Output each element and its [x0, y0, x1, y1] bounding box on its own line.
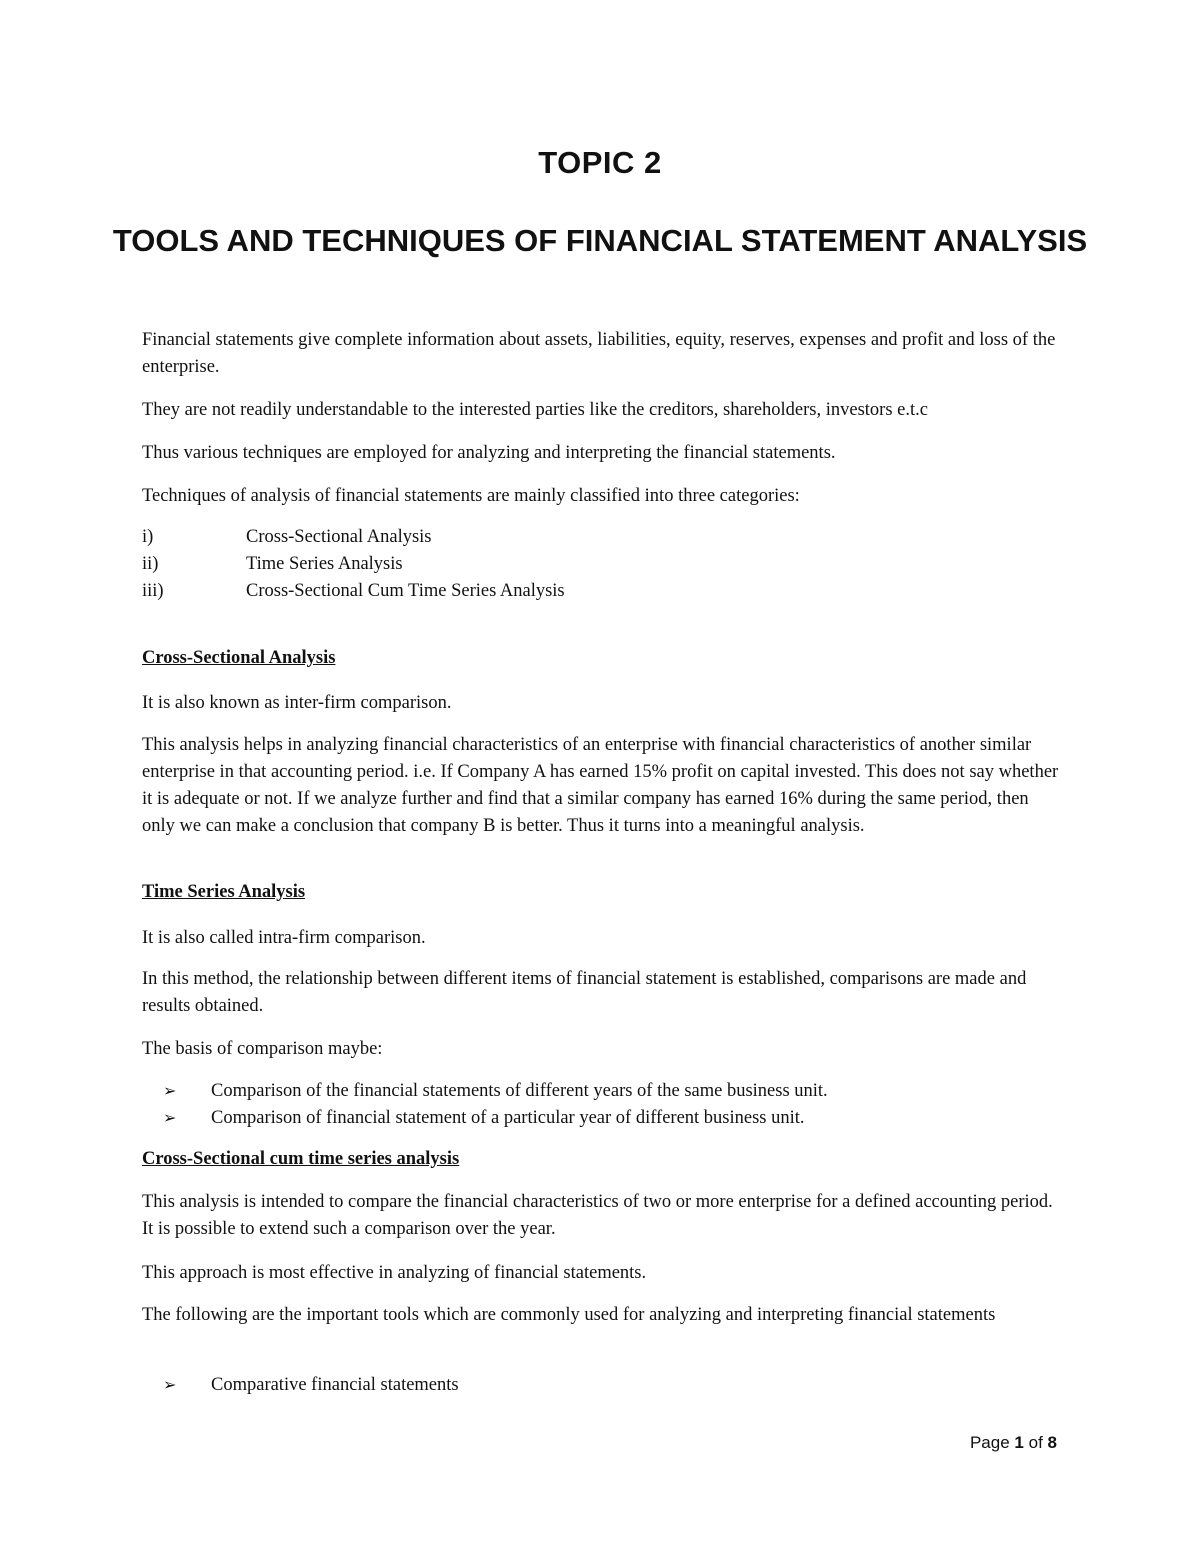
topic-number: TOPIC 2	[538, 145, 662, 180]
list-number: iii)	[142, 581, 164, 601]
section-heading-cum-time-series: Cross-Sectional cum time series analysis	[142, 1149, 460, 1169]
bullet-item	[163, 1371, 459, 1399]
page-total: 8	[1047, 1433, 1057, 1452]
of-label: of	[1028, 1433, 1043, 1452]
list-number: i)	[142, 527, 154, 547]
arrow-bullet-icon: ➢	[163, 1108, 177, 1127]
page-number: 1	[1014, 1433, 1024, 1452]
intro-paragraph-2: They are not readily understandable to the interested parties like the creditors, shareholders, investors e.t.c	[142, 400, 928, 420]
list-item	[142, 551, 403, 578]
bullet-item	[163, 1077, 828, 1105]
cross-sectional-paragraph-2: This analysis helps in analyzing financial characteristics of an enterprise with financial characteristics of another similar enterprise in that accounting period. i.e. If Company A has earned 15% profit on capital invested. This does not say whether it is adequate or not. If we analyze further and find that a similar company has earned 16% during the same period, then only we can make a conclusion that company B is better. Thus it turns into a meaningful analysis.	[142, 735, 1059, 836]
bullet-text: Comparison of financial statement of a particular year of different business unit.	[211, 1108, 805, 1128]
intro-paragraph-3: Thus various techniques are employed for analyzing and interpreting the financial statements.	[142, 443, 836, 463]
time-series-paragraph-3: The basis of comparison maybe:	[142, 1039, 383, 1059]
section-heading-time-series: Time Series Analysis	[142, 882, 306, 902]
list-text: Cross-Sectional Analysis	[246, 527, 432, 547]
time-series-paragraph-1: It is also called intra-firm comparison.	[142, 928, 426, 948]
arrow-bullet-icon: ➢	[163, 1081, 177, 1100]
cum-paragraph-2: This approach is most effective in analyzing of financial statements.	[142, 1263, 647, 1283]
arrow-bullet-icon: ➢	[163, 1375, 177, 1394]
page-label: Page	[969, 1433, 1010, 1452]
list-number: ii)	[142, 554, 159, 574]
cum-paragraph-1: This analysis is intended to compare the financial characteristics of two or more enterprise for a defined accounting period. It is possible to extend such a comparison over the year.	[142, 1192, 1053, 1239]
section-heading-cross-sectional: Cross-Sectional Analysis	[142, 648, 336, 668]
list-item	[142, 524, 432, 551]
bullet-item	[163, 1104, 805, 1132]
intro-paragraph-1: Financial statements give complete information about assets, liabilities, equity, reserves, expenses and profit and loss of the enterprise.	[142, 330, 1056, 377]
cum-paragraph-3: The following are the important tools which are commonly used for analyzing and interpreting financial statements	[142, 1305, 996, 1325]
list-text: Cross-Sectional Cum Time Series Analysis	[246, 581, 565, 601]
intro-paragraph-4: Techniques of analysis of financial statements are mainly classified into three categories:	[142, 486, 800, 506]
page-footer	[970, 1433, 1057, 1453]
list-item	[142, 578, 565, 605]
bullet-text: Comparison of the financial statements of different years of the same business unit.	[211, 1081, 828, 1101]
bullet-text: Comparative financial statements	[211, 1375, 459, 1395]
list-text: Time Series Analysis	[246, 554, 403, 574]
time-series-paragraph-2: In this method, the relationship between different items of financial statement is established, comparisons are made and results obtained.	[142, 969, 1027, 1016]
document-title: TOOLS AND TECHNIQUES OF FINANCIAL STATEMENT ANALYSIS	[112, 223, 1088, 258]
cross-sectional-paragraph-1: It is also known as inter-firm comparison.	[142, 693, 452, 713]
